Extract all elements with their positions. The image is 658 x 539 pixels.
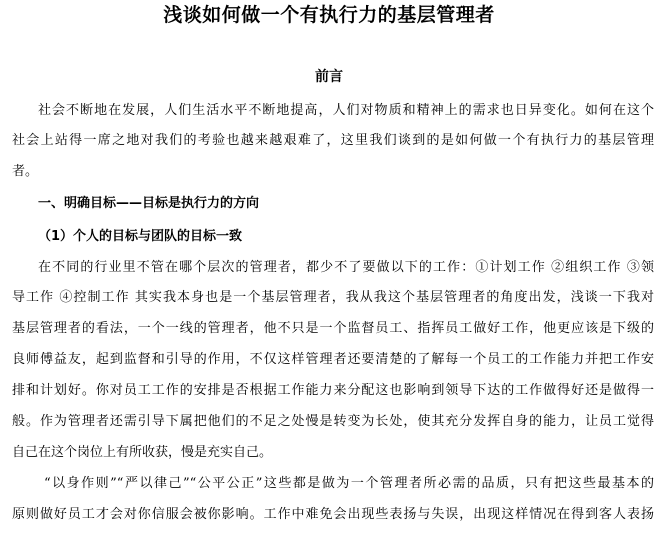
- paragraph-line: 社会上站得一席之地对我们的考验也越来越艰难了，这里我们谈到的是如何做一个有执行力的基层管理: [12, 133, 654, 148]
- paragraph-line: 社会不断地在发展，人们生活水平不断地提高，人们对物质和精神上的需求也日异变化。如何在这个: [38, 103, 654, 118]
- document-title: 浅谈如何做一个有执行力的基层管理者: [163, 4, 495, 26]
- paragraph-line: 良师傅益友，起到监督和引导的作用，不仅这样管理者还要清楚的了解每一个员工的工作能力并把工作安: [12, 352, 654, 367]
- paragraph-line: 在不同的行业里不管在哪个层次的管理者，都少不了要做以下的工作：①计划工作 ②组织工作 ③领: [38, 260, 654, 275]
- paragraph-line: 基层管理者的看法，一个一线的管理者，他不只是一个监督员工、指挥员工做好工作，他更应该是下级的: [12, 321, 654, 336]
- paragraph-line: 导工作 ④控制工作 其实我本身也是一个基层管理者，我从我这个基层管理者的角度出发，浅谈一下我对: [12, 290, 654, 305]
- paragraph-line: 原则做好员工才会对你信服会被你影响。工作中难免会出现些表扬与失误，出现这样情况在得到客人表扬: [12, 507, 654, 522]
- subsection-heading-1: （1）个人的目标与团队的目标一致: [38, 229, 243, 244]
- paragraph-line: 者。: [12, 164, 39, 179]
- section-heading-1: 一、明确目标——目标是执行力的方向: [38, 196, 260, 211]
- preface-heading: 前言: [315, 69, 343, 85]
- paragraph-line: 自己在这个岗位上有所收获，慢是充实自己。: [12, 445, 273, 460]
- paragraph-line: “以身作则”“严以律己”“公平公正”这些都是做为一个管理者所必需的品质，只有把这些最基本的: [44, 476, 654, 491]
- paragraph-line: 般。作为管理者还需引导下属把他们的不足之处慢是转变为长处，使其充分发挥自身的能力，让员工觉得: [12, 414, 654, 429]
- paragraph-line: 排和计划好。你对员工工作的安排是否根据工作能力来分配这也影响到领导下达的工作做得好还是做得一: [12, 383, 654, 398]
